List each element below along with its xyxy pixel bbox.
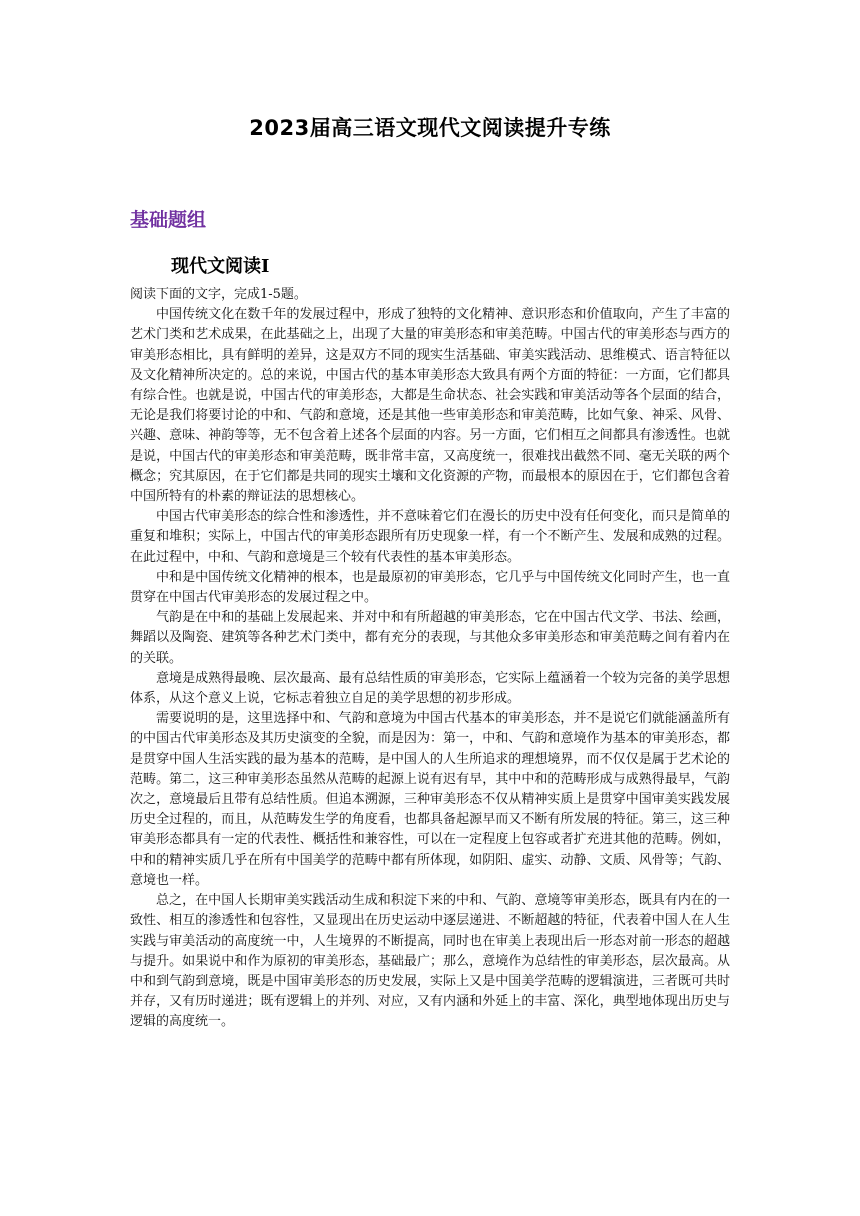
subsection-heading: 现代文阅读Ⅰ <box>171 256 270 277</box>
paragraph: 中和是中国传统文化精神的根本，也是最原初的审美形态，它几乎与中国传统文化同时产生，也一直贯穿在中国古代审美形态的发展过程之中。 <box>130 569 730 606</box>
paragraph: 需要说明的是，这里选择中和、气韵和意境为中国古代基本的审美形态，并不是说它们就能涵盖所有的中国古代审美形态及其历史演变的全貌，而是因为：第一，中和、气韵和意境作为基本的审美形态，都是贯穿中国人生活实践的最为基本的范畴，是中国人的人生所追求的理想境界，而不仅仅是属于艺术论的范畴。第二，这三种审美形态虽然从范畴的起源上说有迟有早，其中中和的范畴形成与成熟得最早，气韵次之，意境最后且带有总结性质。但追本溯源，三种审美形态不仅从精神实质上是贯穿中国审美实践发展历史全过程的，而且，从范畴发生学的角度看，也都具备起源早而又不断有所发展的特征。第三，这三种审美形态都具有一定的代表性、概括性和兼容性，可以在一定程度上包容或者扩充进其他的范畴。例如，中和的精神实质几乎在所有中国美学的范畴中都有所体现，如阴阳、虚实、动静、文质、风骨等；气韵、意境也一样。 <box>130 711 730 888</box>
instruction-line: 阅读下面的文字，完成1-5题。 <box>130 287 307 302</box>
reading-passage <box>130 285 730 1033</box>
paragraph: 总之，在中国人长期审美实践活动生成和积淀下来的中和、气韵、意境等审美形态，既具有内在的一致性、相互的渗透性和包容性，又显现出在历史运动中逐层递进、不断超越的特征，代表着中国人在人生实践与审美活动的高度统一中，人生境界的不断提高，同时也在审美上表现出后一形态对前一形态的超越与提升。如果说中和作为原初的审美形态，基础最广；那么，意境作为总结性的审美形态，层次最高。从中和到气韵到意境，既是中国审美形态的历史发展，实际上又是中国美学范畴的逻辑演进，三者既可共时并存，又有历时递进；既有逻辑上的并列、对应，又有内涵和外延上的丰富、深化，典型地体现出历史与逻辑的高度统一。 <box>130 893 730 1030</box>
document-title: 2023届高三语文现代文阅读提升专练 <box>249 116 611 140</box>
paragraph: 气韵是在中和的基础上发展起来、并对中和有所超越的审美形态，它在中国古代文学、书法、绘画，舞蹈以及陶瓷、建筑等各种艺术门类中，都有充分的表现，与其他众多审美形态和审美范畴之间有着内在的关联。 <box>130 610 730 666</box>
paragraph: 中国古代审美形态的综合性和渗透性，并不意味着它们在漫长的历史中没有任何变化，而只是简单的重复和堆积；实际上，中国古代的审美形态跟所有历史现象一样，有一个不断产生、发展和成熟的过程。在此过程中，中和、气韵和意境是三个较有代表性的基本审美形态。 <box>130 509 730 565</box>
section-heading: 基础题组 <box>130 209 207 231</box>
paragraph: 中国传统文化在数千年的发展过程中，形成了独特的文化精神、意识形态和价值取向，产生了丰富的艺术门类和艺术成果，在此基础之上，出现了大量的审美形态和审美范畴。中国古代的审美形态与西方的审美形态相比，具有鲜明的差异，这是双方不同的现实生活基础、审美实践活动、思维模式、语言特征以及文化精神所决定的。总的来说，中国古代的基本审美形态大致具有两个方面的特征：一方面，它们都具有综合性。也就是说，中国古代的审美形态，大都是生命状态、社会实践和审美活动等各个层面的结合，无论是我们将要讨论的中和、气韵和意境，还是其他一些审美形态和审美范畴，比如气象、神采、风骨、兴趣、意味、神韵等等，无不包含着上述各个层面的内容。另一方面，它们相互之间都具有渗透性。也就是说，中国古代的审美形态和审美范畴，既非常丰富，又高度统一，很难找出截然不同、毫无关联的两个概念；究其原因，在于它们都是共同的现实土壤和文化资源的产物，而最根本的原因在于，它们都包含着中国所特有的朴素的辩证法的思想核心。 <box>130 307 730 505</box>
paragraph: 意境是成熟得最晚、层次最高、最有总结性质的审美形态，它实际上蕴涵着一个较为完备的美学思想体系，从这个意义上说，它标志着独立自足的美学思想的初步形成。 <box>130 670 730 707</box>
